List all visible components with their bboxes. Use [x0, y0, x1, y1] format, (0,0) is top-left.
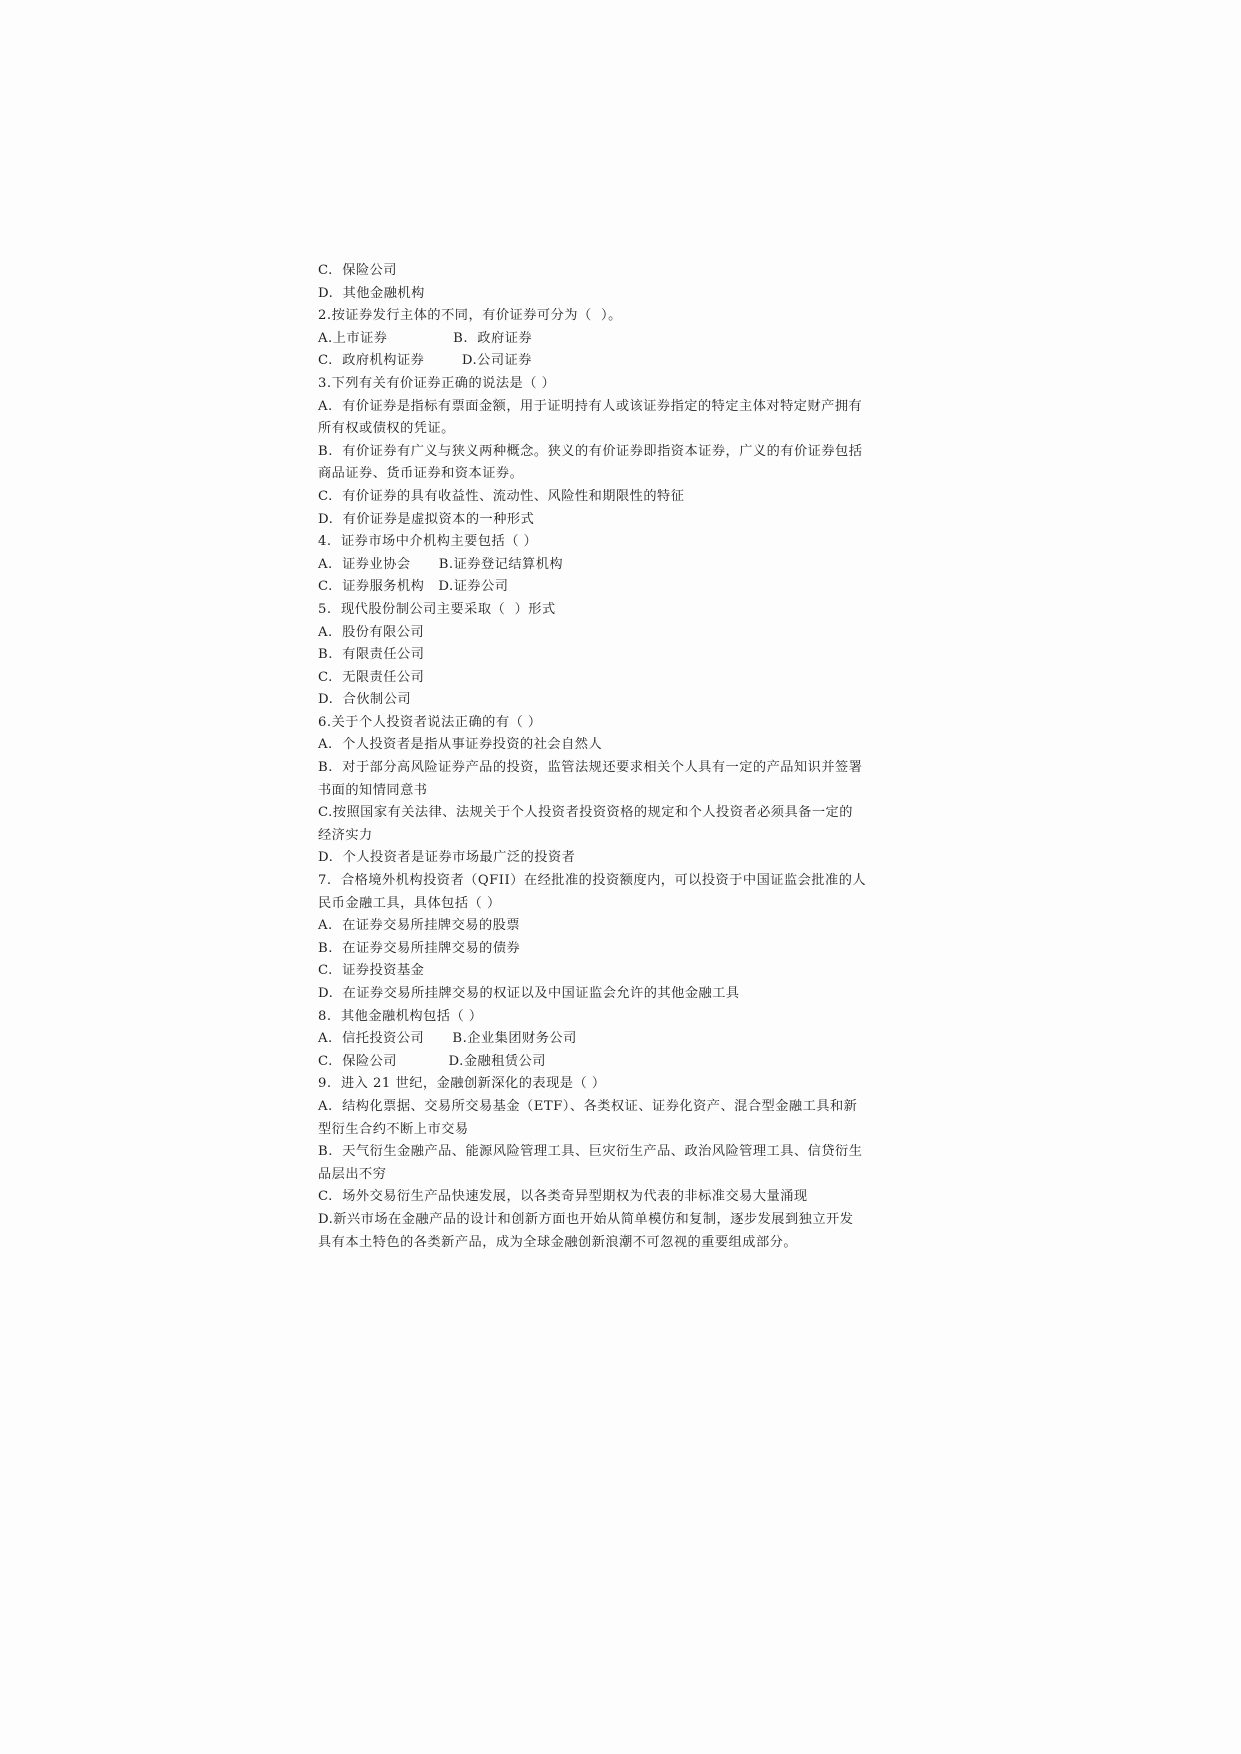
- text-line: 型衍生合约不断上市交易: [318, 1121, 469, 1137]
- text-line: C. 保险公司 D.金融租赁公司: [318, 1053, 546, 1069]
- text-line: 商品证券、货币证券和资本证券。: [318, 466, 524, 482]
- text-line: A. 有价证券是指标有票面金额，用于证明持有人或该证券指定的特定主体对特定财产拥有: [318, 398, 863, 414]
- text-line: D.新兴市场在金融产品的设计和创新方面也开始从简单模仿和复制，逐步发展到独立开发: [318, 1211, 854, 1227]
- text-line: B. 有限责任公司: [318, 647, 425, 663]
- text-line: D. 其他金融机构: [318, 285, 425, 301]
- text-line: 品层出不穷: [318, 1166, 387, 1182]
- text-line: C. 证券服务机构 D.证券公司: [318, 579, 509, 595]
- text-line: 书面的知情同意书: [318, 782, 428, 798]
- question-9-stem: 9. 进入 21 世纪，金融创新深化的表现是（ ）: [318, 1076, 606, 1092]
- text-line: A. 在证券交易所挂牌交易的股票: [318, 918, 521, 934]
- text-line: A.上市证券 B. 政府证券: [318, 330, 533, 346]
- question-5-stem: 5. 现代股份制公司主要采取（ ）形式: [318, 601, 556, 617]
- question-2-stem: 2.按证券发行主体的不同，有价证券可分为（ ）。: [318, 308, 622, 324]
- question-text-block: [318, 260, 918, 1254]
- text-line: 经济实力: [318, 827, 373, 843]
- text-line: B. 对于部分高风险证券产品的投资，监管法规还要求相关个人具有一定的产品知识并签署: [318, 760, 863, 776]
- text-line: 具有本土特色的各类新产品，成为全球金融创新浪潮不可忽视的重要组成部分。: [318, 1234, 798, 1250]
- text-line: B. 有价证券有广义与狭义两种概念。狭义的有价证券即指资本证券，广义的有价证券包括: [318, 443, 863, 459]
- text-line: 民币金融工具，具体包括（ ）: [318, 895, 501, 911]
- question-3-stem: 3.下列有关有价证券正确的说法是（ ）: [318, 375, 556, 391]
- text-line: D. 在证券交易所挂牌交易的权证以及中国证监会允许的其他金融工具: [318, 986, 740, 1001]
- text-line: C. 证券投资基金: [318, 963, 425, 979]
- text-line: A. 股份有限公司: [318, 624, 425, 640]
- text-line: D. 个人投资者是证券市场最广泛的投资者: [318, 850, 576, 866]
- text-line: D. 合伙制公司: [318, 692, 412, 708]
- text-line: D. 有价证券是虚拟资本的一种形式: [318, 511, 535, 527]
- question-6-stem: 6.关于个人投资者说法正确的有（ ）: [318, 714, 542, 730]
- text-line: C.按照国家有关法律、法规关于个人投资者投资资格的规定和个人投资者必须具备一定的: [318, 805, 853, 821]
- text-line: C. 有价证券的具有收益性、流动性、风险性和期限性的特征: [318, 488, 685, 504]
- text-line: C. 无限责任公司: [318, 669, 425, 685]
- question-7-stem: 7. 合格境外机构投资者（QFII）在经批准的投资额度内，可以投资于中国证监会批准的人: [318, 873, 867, 889]
- text-line: B. 在证券交易所挂牌交易的债券: [318, 940, 521, 956]
- text-line: A. 证券业协会 B.证券登记结算机构: [318, 556, 564, 572]
- text-line: A. 个人投资者是指从事证券投资的社会自然人: [318, 737, 603, 753]
- text-line: A. 结构化票据、交易所交易基金（ETF）、各类权证、证券化资产、混合型金融工具和新: [318, 1098, 858, 1114]
- text-line: 所有权或债权的凭证。: [318, 421, 455, 437]
- question-8-stem: 8. 其他金融机构包括（ ）: [318, 1008, 483, 1024]
- text-line: C. 政府机构证券 D.公司证券: [318, 353, 532, 369]
- text-line: B. 天气衍生金融产品、能源风险管理工具、巨灾衍生产品、政治风险管理工具、信贷衍生: [318, 1144, 863, 1160]
- text-line: C. 保险公司: [318, 263, 397, 278]
- text-line: C. 场外交易衍生产品快速发展，以各类奇异型期权为代表的非标准交易大量涌现: [318, 1189, 808, 1205]
- question-4-stem: 4. 证券市场中介机构主要包括（ ）: [318, 534, 538, 550]
- text-line: A. 信托投资公司 B.企业集团财务公司: [318, 1031, 577, 1047]
